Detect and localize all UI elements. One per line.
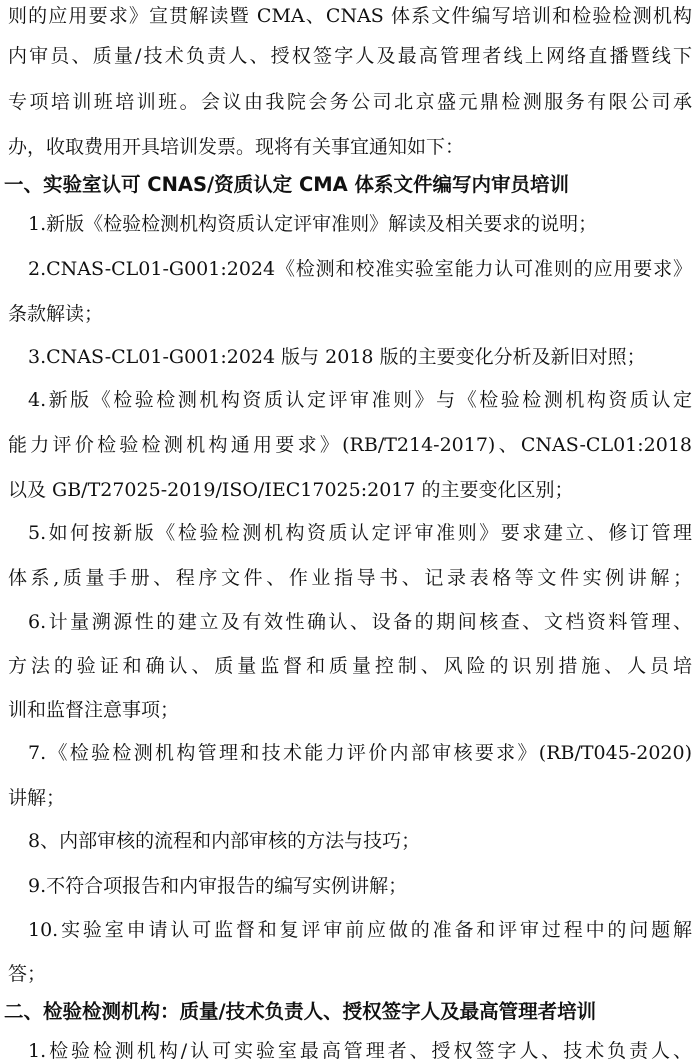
intro-line-4: 办，收取费用开具培训发票。现将有关事宜通知如下： — [8, 136, 465, 158]
list-item: 6.计量溯源性的建立及有效性确认、设备的期间核查、文档资料管理、 — [28, 611, 692, 633]
list-item: 10.实验室申请认可监督和复评审前应做的准备和评审过程中的问题解 — [28, 919, 692, 941]
list-item-continuation: 训和监督注意事项； — [8, 699, 180, 721]
list-item: 8、内部审核的流程和内部审核的方法与技巧； — [28, 830, 421, 852]
list-item: 9.不符合项报告和内审报告的编写实例讲解； — [28, 875, 408, 897]
intro-line-3: 专项培训班培训班。会议由我院会务公司北京盛元鼎检测服务有限公司承 — [8, 91, 692, 113]
section-1-heading: 一、实验室认可 CNAS/资质认定 CMA 体系文件编写内审员培训 — [4, 173, 570, 196]
list-item-continuation: 讲解； — [8, 787, 66, 809]
list-item-continuation: 条款解读； — [8, 303, 104, 325]
list-item-continuation: 能力评价检验检测机构通用要求》(RB/T214-2017)、CNAS-CL01:2018 — [8, 434, 692, 456]
list-item: 2.CNAS-CL01-G001:2024《检测和校准实验室能力认可准则的应用要求》 — [28, 258, 692, 280]
list-item-continuation: 体系,质量手册、程序文件、作业指导书、记录表格等文件实例讲解； — [8, 567, 692, 589]
list-item: 1.检验检测机构/认可实验室最高管理者、授权签字人、技术负责人、 — [28, 1040, 692, 1062]
list-item-continuation: 以及 GB/T27025-2019/ISO/IEC17025:2017 的主要变化区别； — [8, 479, 574, 501]
list-item: 5.如何按新版《检验检测机构资质认定评审准则》要求建立、修订管理 — [28, 522, 692, 544]
list-item: 1.新版《检验检测机构资质认定评审准则》解读及相关要求的说明； — [28, 213, 598, 235]
list-item: 4.新版《检验检测机构资质认定评审准则》与《检验检测机构资质认定 — [28, 389, 692, 411]
list-item-continuation: 答； — [8, 963, 47, 985]
list-item: 3.CNAS-CL01-G001:2024 版与 2018 版的主要变化分析及新旧对照； — [28, 346, 646, 368]
list-item: 7.《检验检测机构管理和技术能力评价内部审核要求》(RB/T045-2020) — [28, 742, 692, 764]
list-item-continuation: 方法的验证和确认、质量监督和质量控制、风险的识别措施、人员培 — [8, 655, 692, 677]
section-2-heading: 二、检验检测机构：质量/技术负责人、授权签字人及最高管理者培训 — [4, 1000, 597, 1023]
intro-line-1: 则的应用要求》宣贯解读暨 CMA、CNAS 体系文件编写培训和检验检测机构 — [8, 5, 692, 27]
intro-line-2: 内审员、质量/技术负责人、授权签字人及最高管理者线上网络直播暨线下 — [8, 45, 692, 67]
